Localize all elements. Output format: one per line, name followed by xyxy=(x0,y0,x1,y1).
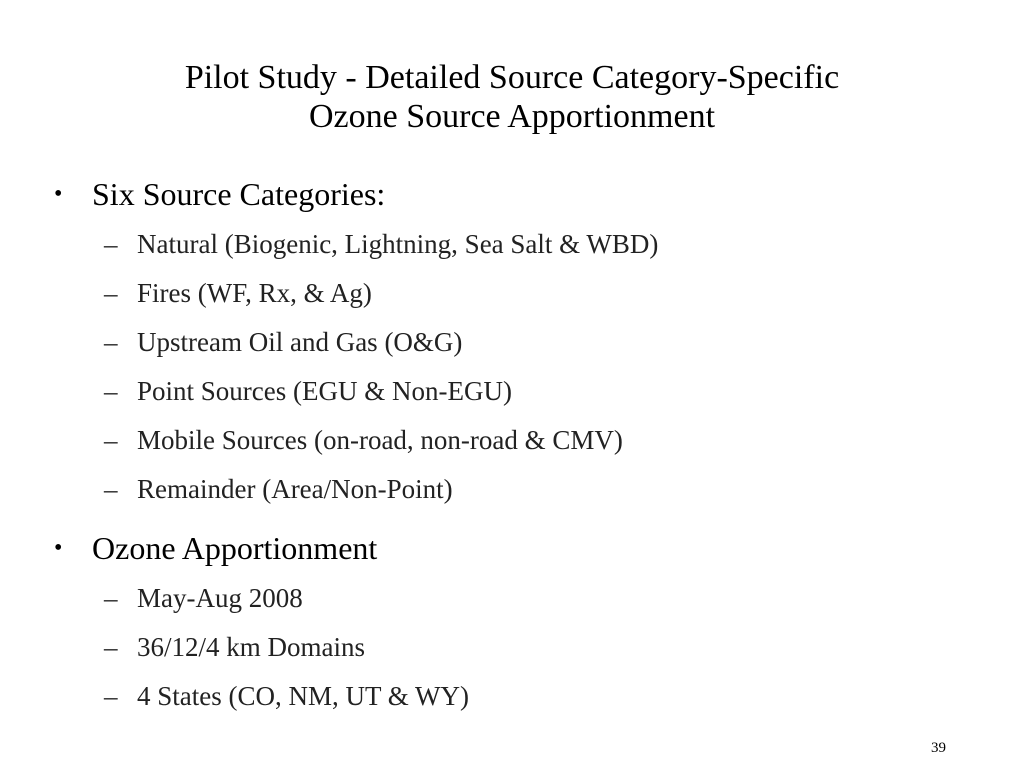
sub-bullet-item xyxy=(54,672,994,721)
bullet-text: Six Source Categories: xyxy=(92,176,386,212)
bullet-text: Ozone Apportionment xyxy=(92,530,378,566)
sub-bullet-text: Upstream Oil and Gas (O&G) xyxy=(137,327,463,357)
sub-bullet-item xyxy=(54,465,994,514)
dash-icon: – xyxy=(104,278,118,308)
slide-title-line-1: Pilot Study - Detailed Source Category-Specific xyxy=(184,59,840,96)
dash-icon: – xyxy=(104,229,118,259)
dash-icon: – xyxy=(104,583,118,613)
dash-icon: – xyxy=(104,327,118,357)
sub-bullet-item xyxy=(54,269,994,318)
sub-bullet-item xyxy=(54,416,994,465)
sub-bullet-item xyxy=(54,623,994,672)
sub-bullet-item xyxy=(54,367,994,416)
bullet-dot-icon: • xyxy=(54,181,63,207)
dash-icon: – xyxy=(104,474,118,504)
sub-bullet-text: 36/12/4 km Domains xyxy=(137,632,365,662)
sub-bullet-text: Point Sources (EGU & Non-EGU) xyxy=(137,376,512,406)
sub-bullet-item xyxy=(54,318,994,367)
sub-bullet-text: 4 States (CO, NM, UT & WY) xyxy=(137,681,469,711)
page-number: 39 xyxy=(931,740,946,756)
sub-bullet-item xyxy=(54,220,994,269)
sub-bullet-text: May-Aug 2008 xyxy=(137,583,303,613)
bullet-dot-icon: • xyxy=(54,535,63,561)
sub-bullet-text: Fires (WF, Rx, & Ag) xyxy=(137,278,372,308)
sub-bullet-item xyxy=(54,574,994,623)
sub-bullet-text: Mobile Sources (on-road, non-road & CMV) xyxy=(137,425,623,455)
sub-bullet-text: Natural (Biogenic, Lightning, Sea Salt & WBD) xyxy=(137,229,659,259)
dash-icon: – xyxy=(104,425,118,455)
slide-title-line-2: Ozone Source Apportionment xyxy=(308,98,716,135)
slide-title xyxy=(0,58,1024,136)
dash-icon: – xyxy=(104,376,118,406)
slide-content xyxy=(54,168,994,721)
bullet-item xyxy=(54,168,994,220)
bullet-item xyxy=(54,522,994,574)
dash-icon: – xyxy=(104,632,118,662)
dash-icon: – xyxy=(104,681,118,711)
sub-bullet-text: Remainder (Area/Non-Point) xyxy=(137,474,453,504)
